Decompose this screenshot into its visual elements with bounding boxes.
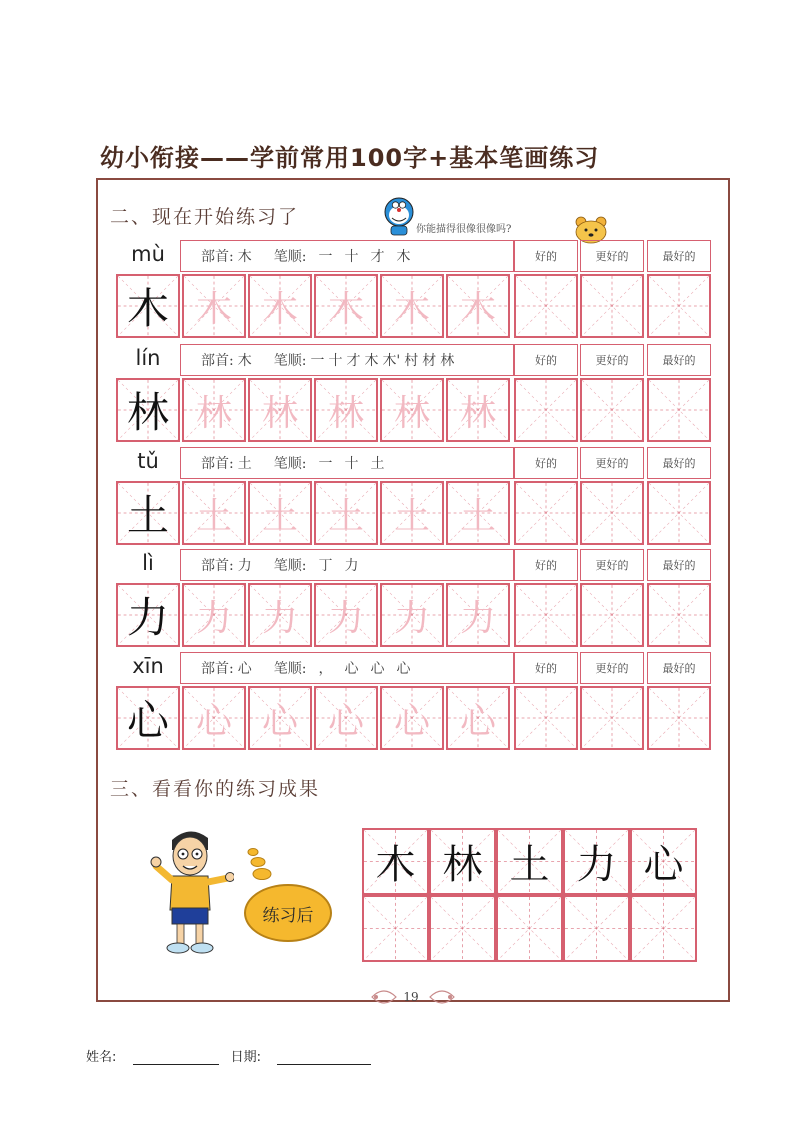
name-label: 姓名:: [86, 1050, 117, 1065]
rating-label: 更好的: [580, 549, 644, 581]
speech-bubble-text: 你能描得很像很像吗?: [416, 224, 512, 235]
stroke-step: 一: [310, 353, 325, 369]
stroke-step: 十: [328, 353, 343, 369]
stroke-step: 一: [318, 456, 333, 472]
rating-label: 好的: [514, 652, 578, 684]
trace-character: 土: [261, 495, 298, 537]
model-character: 木: [126, 284, 169, 333]
practice-cell[interactable]: [580, 583, 644, 647]
stroke-step: 木: [396, 249, 411, 265]
radical-label: 部首:: [201, 456, 234, 472]
rating-label: 更好的: [580, 652, 644, 684]
result-character-cell: [362, 828, 429, 895]
trace-cell[interactable]: [446, 378, 510, 442]
trace-character: 力: [261, 597, 298, 639]
radical-value: 木: [237, 353, 252, 369]
stroke-step: 土: [370, 456, 385, 472]
thought-bubbles-icon: [244, 844, 274, 884]
pinyin-label: lín: [135, 346, 161, 370]
trace-cell[interactable]: [248, 378, 312, 442]
trace-character: 心: [459, 700, 496, 742]
trace-cell[interactable]: [314, 274, 378, 338]
model-character-cell: [116, 686, 180, 750]
stroke-info-box: [180, 344, 514, 376]
trace-cell[interactable]: [248, 583, 312, 647]
radical-value: 心: [237, 661, 252, 677]
result-practice-cell[interactable]: [496, 895, 563, 962]
model-character-cell: [116, 274, 180, 338]
result-practice-cell[interactable]: [563, 895, 630, 962]
rating-label: 好的: [514, 240, 578, 272]
practice-cell[interactable]: [647, 583, 711, 647]
model-character: 林: [126, 388, 169, 437]
trace-cell[interactable]: [446, 583, 510, 647]
practice-cell[interactable]: [514, 378, 578, 442]
trace-cell[interactable]: [314, 378, 378, 442]
section-3-heading: 三、看看你的练习成果: [110, 778, 321, 800]
trace-cell[interactable]: [248, 686, 312, 750]
stroke-order-label: 笔顺:: [273, 558, 307, 574]
trace-character: 力: [327, 597, 364, 639]
stroke-info-box: [180, 549, 514, 581]
radical-label: 部首:: [201, 661, 234, 677]
stroke-step: 心: [370, 661, 385, 677]
rating-label: 最好的: [647, 549, 711, 581]
date-field[interactable]: [277, 1051, 371, 1065]
trace-cell[interactable]: [182, 686, 246, 750]
trace-cell[interactable]: [314, 481, 378, 545]
stroke-info-box: [180, 447, 514, 479]
trace-cell[interactable]: [380, 274, 444, 338]
radical-value: 土: [237, 456, 252, 472]
trace-cell[interactable]: [182, 378, 246, 442]
stroke-step: 材: [422, 353, 437, 369]
model-character-cell: [116, 378, 180, 442]
trace-character: 土: [459, 495, 496, 537]
trace-character: 心: [393, 700, 430, 742]
trace-character: 力: [195, 597, 232, 639]
trace-character: 林: [459, 392, 496, 434]
name-field[interactable]: [133, 1051, 219, 1065]
practice-cell[interactable]: [647, 686, 711, 750]
trace-character: 林: [327, 392, 364, 434]
stroke-step: 丁: [318, 558, 333, 574]
result-practice-cell[interactable]: [630, 895, 697, 962]
stroke-step: 村: [404, 353, 419, 369]
practice-cell[interactable]: [580, 378, 644, 442]
model-character: 力: [126, 593, 169, 642]
rating-label: 好的: [514, 549, 578, 581]
result-character: 力: [576, 842, 617, 888]
result-character-cell: [563, 828, 630, 895]
practice-cell[interactable]: [514, 686, 578, 750]
pinyin-label: tǔ: [137, 449, 159, 473]
trace-character: 土: [327, 495, 364, 537]
after-practice-badge: 练习后: [244, 884, 332, 942]
rating-label: 好的: [514, 447, 578, 479]
trace-character: 土: [195, 495, 232, 537]
stroke-info-box: [180, 652, 514, 684]
result-character: 木: [375, 842, 416, 888]
rating-label: 最好的: [647, 344, 711, 376]
stroke-order-label: 笔顺:: [273, 456, 307, 472]
practice-cell[interactable]: [514, 274, 578, 338]
model-character-cell: [116, 481, 180, 545]
pinyin-label: mù: [131, 242, 165, 266]
trace-character: 心: [195, 700, 232, 742]
trace-character: 土: [393, 495, 430, 537]
practice-cell[interactable]: [647, 274, 711, 338]
trace-character: 木: [195, 288, 232, 330]
stroke-order-label: 笔顺:: [273, 661, 307, 677]
rating-label: 最好的: [647, 447, 711, 479]
rating-label: 最好的: [647, 652, 711, 684]
footer: [86, 1046, 371, 1065]
rating-label: 好的: [514, 344, 578, 376]
result-character-cell: [496, 828, 563, 895]
trace-cell[interactable]: [380, 686, 444, 750]
trace-character: 林: [195, 392, 232, 434]
date-label: 日期:: [230, 1050, 262, 1065]
trace-cell[interactable]: [182, 274, 246, 338]
trace-character: 林: [393, 392, 430, 434]
radical-value: 木: [237, 249, 252, 265]
practice-cell[interactable]: [514, 583, 578, 647]
practice-cell[interactable]: [580, 481, 644, 545]
section-2-heading: 二、现在开始练习了: [110, 206, 300, 228]
trace-cell[interactable]: [446, 274, 510, 338]
trace-character: 木: [261, 288, 298, 330]
trace-cell[interactable]: [380, 378, 444, 442]
trace-cell[interactable]: [248, 274, 312, 338]
trace-character: 木: [327, 288, 364, 330]
rating-label: 最好的: [647, 240, 711, 272]
practice-cell[interactable]: [514, 481, 578, 545]
stroke-step: 木: [364, 353, 379, 369]
doraemon-icon: [382, 196, 416, 236]
stroke-step: 一: [318, 249, 333, 265]
page-number: 19: [403, 990, 419, 1004]
radical-label: 部首:: [201, 353, 234, 369]
stroke-info-box: [180, 240, 514, 272]
practice-cell[interactable]: [647, 481, 711, 545]
trace-cell[interactable]: [380, 583, 444, 647]
result-character: 林: [442, 842, 483, 888]
model-character-cell: [116, 583, 180, 647]
stroke-order-label: 笔顺:: [273, 353, 307, 369]
result-character-cell: [630, 828, 697, 895]
stroke-step: ，: [318, 661, 333, 677]
result-character: 土: [509, 842, 550, 888]
stroke-step: 力: [344, 558, 359, 574]
trace-cell[interactable]: [248, 481, 312, 545]
stroke-step: 林: [440, 353, 455, 369]
radical-label: 部首:: [201, 249, 234, 265]
trace-cell[interactable]: [314, 583, 378, 647]
trace-character: 心: [327, 700, 364, 742]
trace-character: 力: [459, 597, 496, 639]
result-character: 心: [643, 842, 684, 888]
model-character: 心: [126, 696, 169, 745]
rating-label: 更好的: [580, 447, 644, 479]
radical-value: 力: [237, 558, 252, 574]
radical-label: 部首:: [201, 558, 234, 574]
trace-cell[interactable]: [182, 583, 246, 647]
result-character-cell: [429, 828, 496, 895]
stroke-step: 木': [382, 353, 401, 369]
trace-cell[interactable]: [446, 481, 510, 545]
model-character: 土: [126, 491, 169, 540]
trace-cell[interactable]: [314, 686, 378, 750]
page-title: 幼小衔接——学前常用100字+基本笔画练习: [100, 144, 600, 172]
trace-character: 木: [393, 288, 430, 330]
practice-cell[interactable]: [647, 378, 711, 442]
stroke-step: 十: [344, 249, 359, 265]
practice-cell[interactable]: [580, 274, 644, 338]
trace-cell[interactable]: [446, 686, 510, 750]
result-practice-cell[interactable]: [362, 895, 429, 962]
stroke-order-label: 笔顺:: [273, 249, 307, 265]
stroke-step: 心: [396, 661, 411, 677]
rating-label: 更好的: [580, 344, 644, 376]
stroke-step: 才: [370, 249, 385, 265]
rating-label: 更好的: [580, 240, 644, 272]
trace-cell[interactable]: [380, 481, 444, 545]
trace-character: 林: [261, 392, 298, 434]
practice-cell[interactable]: [580, 686, 644, 750]
stroke-step: 才: [346, 353, 361, 369]
trace-character: 力: [393, 597, 430, 639]
trace-character: 心: [261, 700, 298, 742]
pinyin-label: lì: [142, 551, 154, 575]
boy-character-icon: [150, 826, 234, 956]
trace-cell[interactable]: [182, 481, 246, 545]
pinyin-label: xīn: [132, 654, 164, 678]
stroke-step: 十: [344, 456, 359, 472]
stroke-step: 心: [344, 661, 359, 677]
result-practice-cell[interactable]: [429, 895, 496, 962]
trace-character: 木: [459, 288, 496, 330]
